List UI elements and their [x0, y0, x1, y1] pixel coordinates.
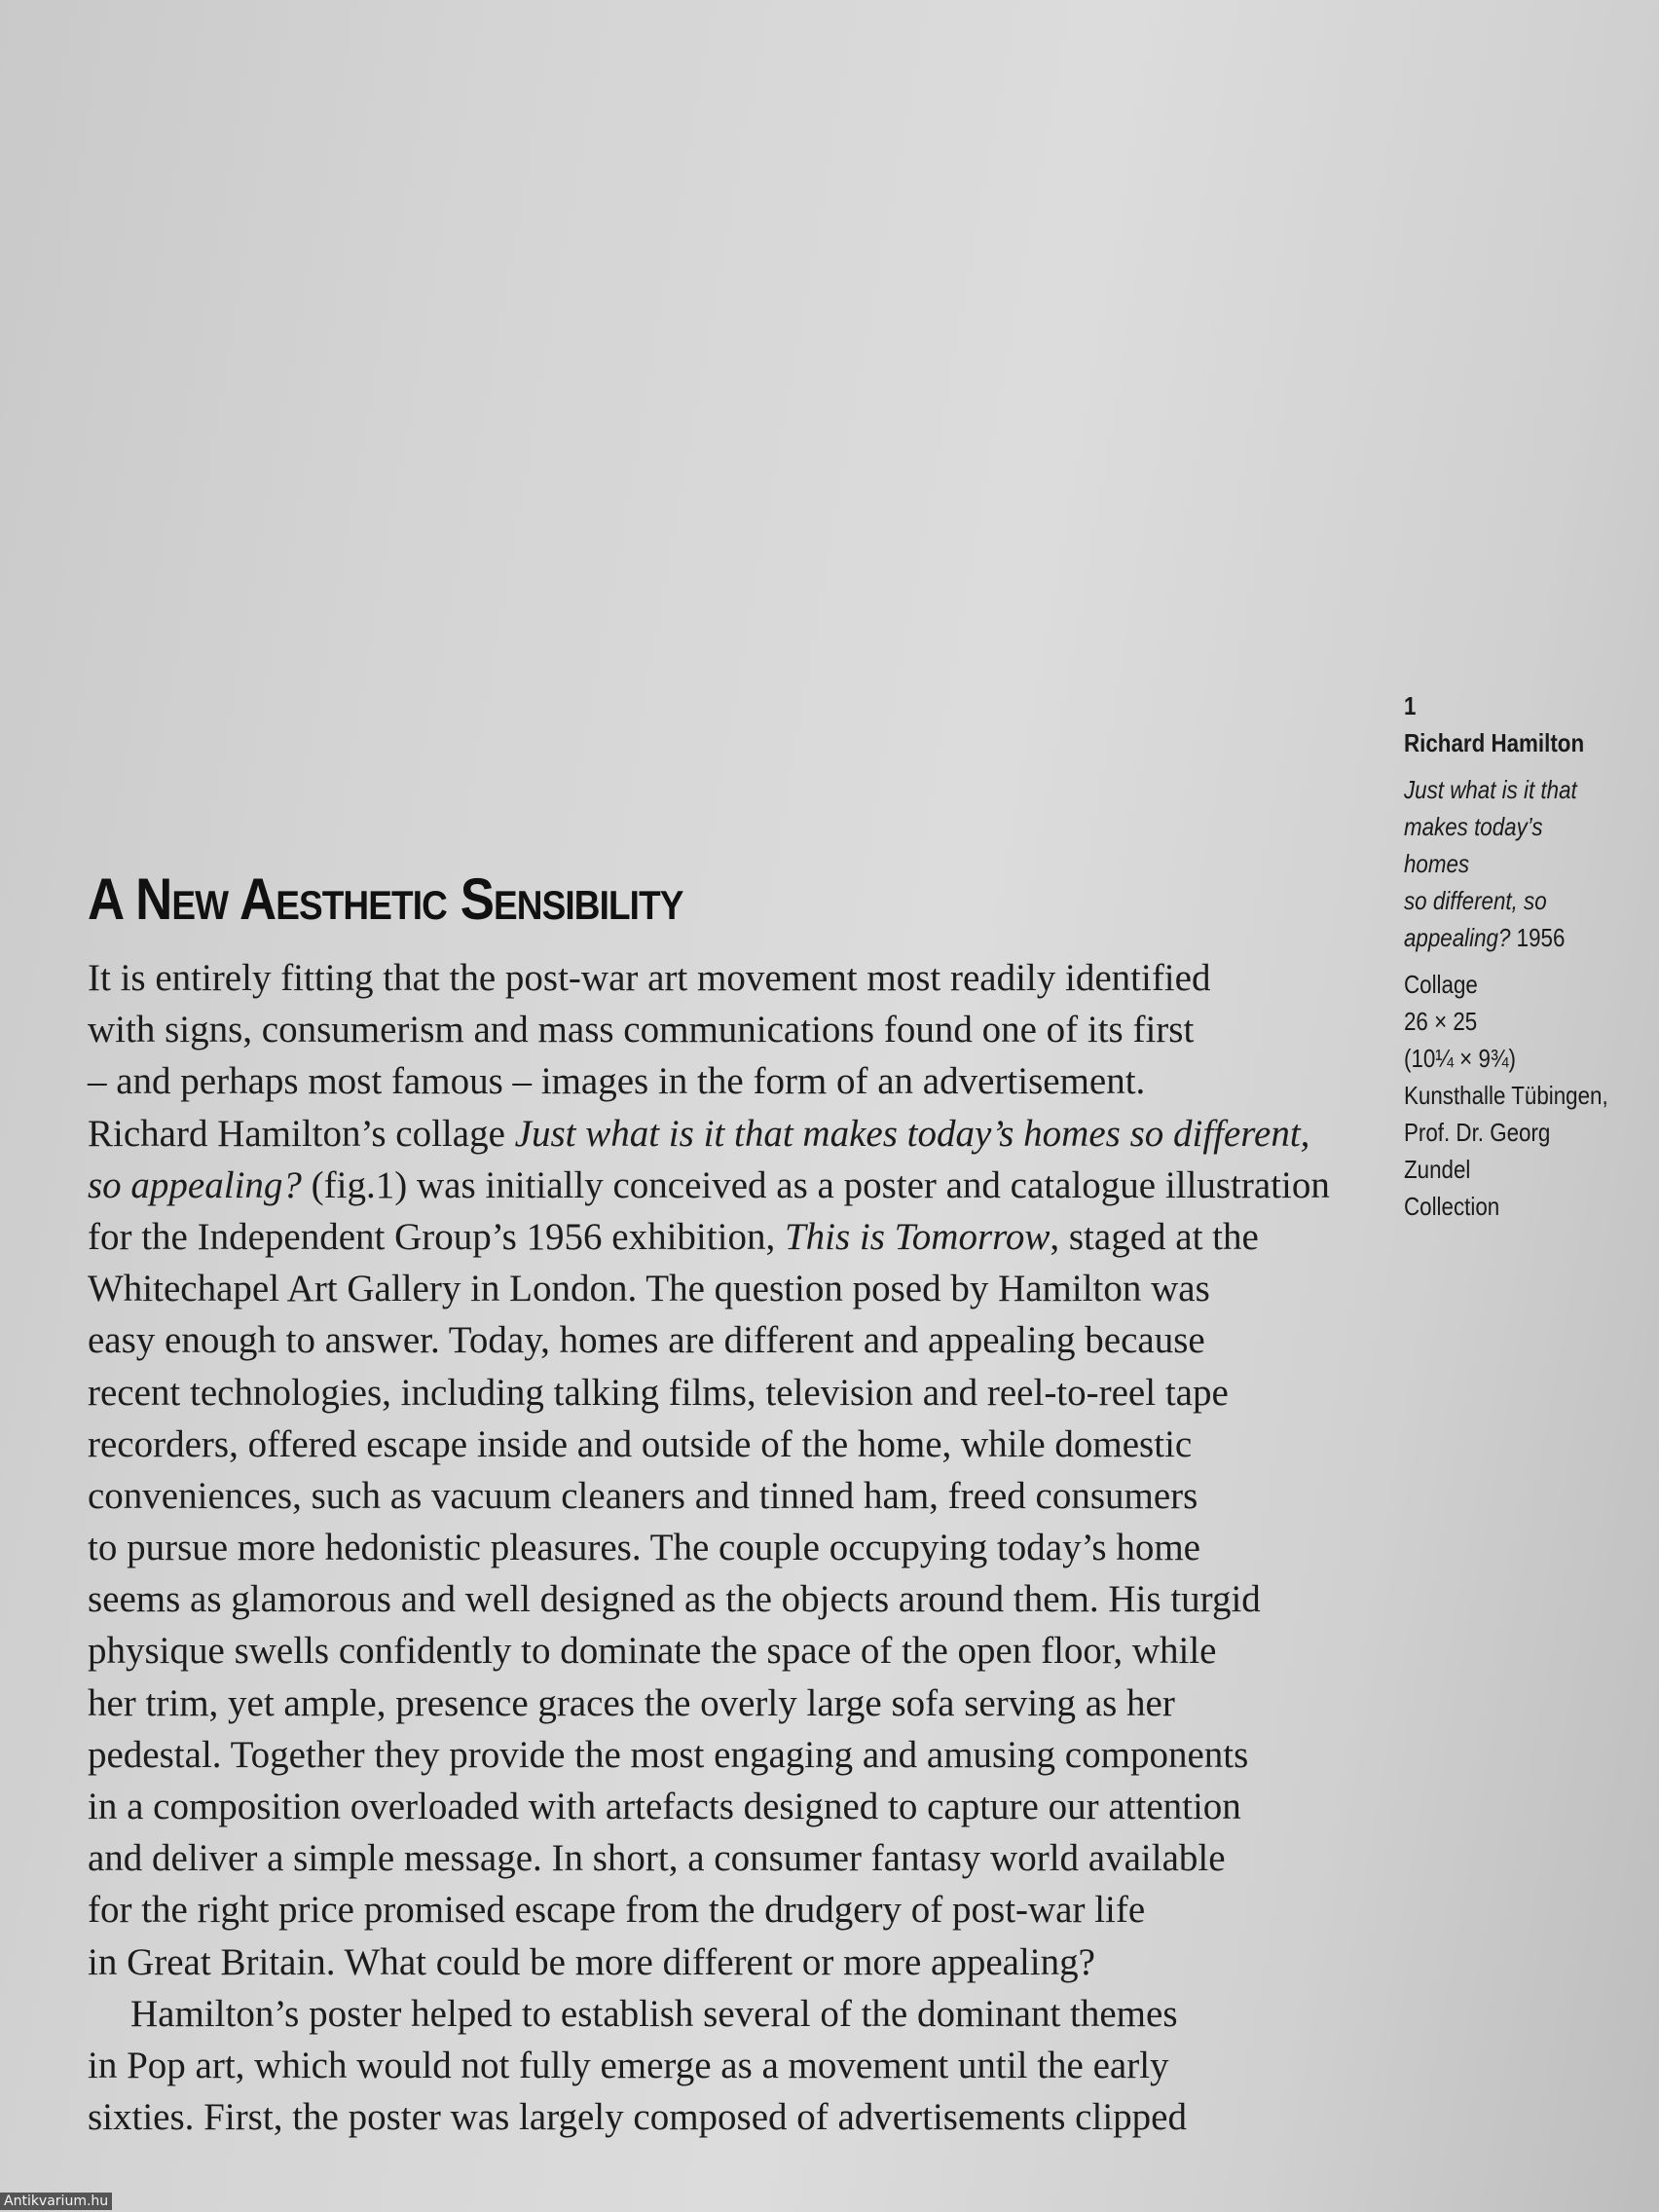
text-line: recorders, offered escape inside and outside of the home, while domestic	[88, 1422, 1193, 1465]
text-segment: Richard Hamilton’s collage	[88, 1112, 515, 1155]
text-line: recent technologies, including talking films, television and reel-to-reel tape	[88, 1371, 1229, 1414]
text-line	[88, 1211, 1353, 1263]
figure-collection-line: Prof. Dr. Georg Zundel	[1404, 1118, 1551, 1184]
text-line	[88, 1160, 1353, 1211]
artwork-title: so appealing?	[88, 1163, 302, 1206]
text-line: seems as glamorous and well designed as the objects around them. His turgid	[88, 1578, 1261, 1621]
figure-dimensions-cm: 26 × 25	[1404, 1007, 1478, 1036]
text-line	[88, 1108, 1353, 1160]
text-line: in Great Britain. What could be more different or more appealing?	[88, 1940, 1095, 1983]
exhibition-title: This is Tomorrow	[784, 1215, 1051, 1258]
figure-dimensions-in: (10¼ × 9¾)	[1404, 1044, 1516, 1073]
text-line: with signs, consumerism and mass communications found one of its first	[88, 1009, 1195, 1051]
text-line: Hamilton’s poster helped to establish several of the dominant themes	[130, 1992, 1178, 2035]
text-segment: for the Independent Group’s 1956 exhibition,	[88, 1215, 785, 1258]
text-line: in Pop art, which would not fully emerge as a movement until the early	[88, 2044, 1169, 2086]
figure-title-line: Just what is it that	[1404, 775, 1577, 804]
figure-caption	[1404, 687, 1613, 1225]
figure-collection-line: Kunsthalle Tübingen,	[1404, 1081, 1608, 1110]
figure-title-line: makes today’s homes	[1404, 812, 1543, 878]
figure-title-line: appealing?	[1404, 923, 1511, 952]
figure-title-last-line	[1404, 919, 1613, 956]
figure-collection-line: Collection	[1404, 1192, 1500, 1221]
text-line: – and perhaps most famous – images in the form of an advertisement.	[88, 1060, 1146, 1103]
figure-artist: Richard Hamilton	[1404, 728, 1585, 757]
text-line: pedestal. Together they provide the most engaging and amusing components	[88, 1733, 1249, 1776]
text-line: easy enough to answer. Today, homes are different and appealing because	[88, 1319, 1205, 1362]
figure-year: 1956	[1516, 923, 1566, 952]
section-heading: A New Aesthetic Sensibility	[88, 866, 683, 932]
text-line: conveniences, such as vacuum cleaners and tinned ham, freed consumers	[88, 1474, 1198, 1517]
text-line: physique swells confidently to dominate the space of the open floor, while	[88, 1630, 1217, 1673]
figure-number: 1	[1404, 691, 1417, 720]
text-line: Whitechapel Art Gallery in London. The question posed by Hamilton was	[88, 1268, 1210, 1310]
text-line: and deliver a simple message. In short, a consumer fantasy world available	[88, 1837, 1226, 1880]
text-line: sixties. First, the poster was largely composed of advertisements clipped	[88, 2096, 1187, 2139]
figure-medium: Collage	[1404, 970, 1478, 999]
text-line: her trim, yet ample, presence graces the overly large sofa serving as her	[88, 1681, 1175, 1724]
text-segment: , staged at the	[1050, 1215, 1259, 1258]
text-line: in a composition overloaded with artefacts designed to capture our attention	[88, 1786, 1241, 1827]
watermark: Antikvarium.hu	[0, 2193, 112, 2210]
text-line: to pursue more hedonistic pleasures. The couple occupying today’s home	[88, 1527, 1200, 1569]
text-line: for the right price promised escape from the drudgery of post-war life	[88, 1889, 1146, 1932]
text-line: It is entirely fitting that the post-war art movement most readily identified	[88, 957, 1211, 999]
artwork-title: Just what is it that makes today’s homes so different,	[514, 1112, 1310, 1155]
body-text	[88, 952, 1353, 2143]
figure-title-line: so different, so	[1404, 886, 1547, 915]
text-segment: (fig.1) was initially conceived as a poster and catalogue illustration	[301, 1163, 1330, 1206]
